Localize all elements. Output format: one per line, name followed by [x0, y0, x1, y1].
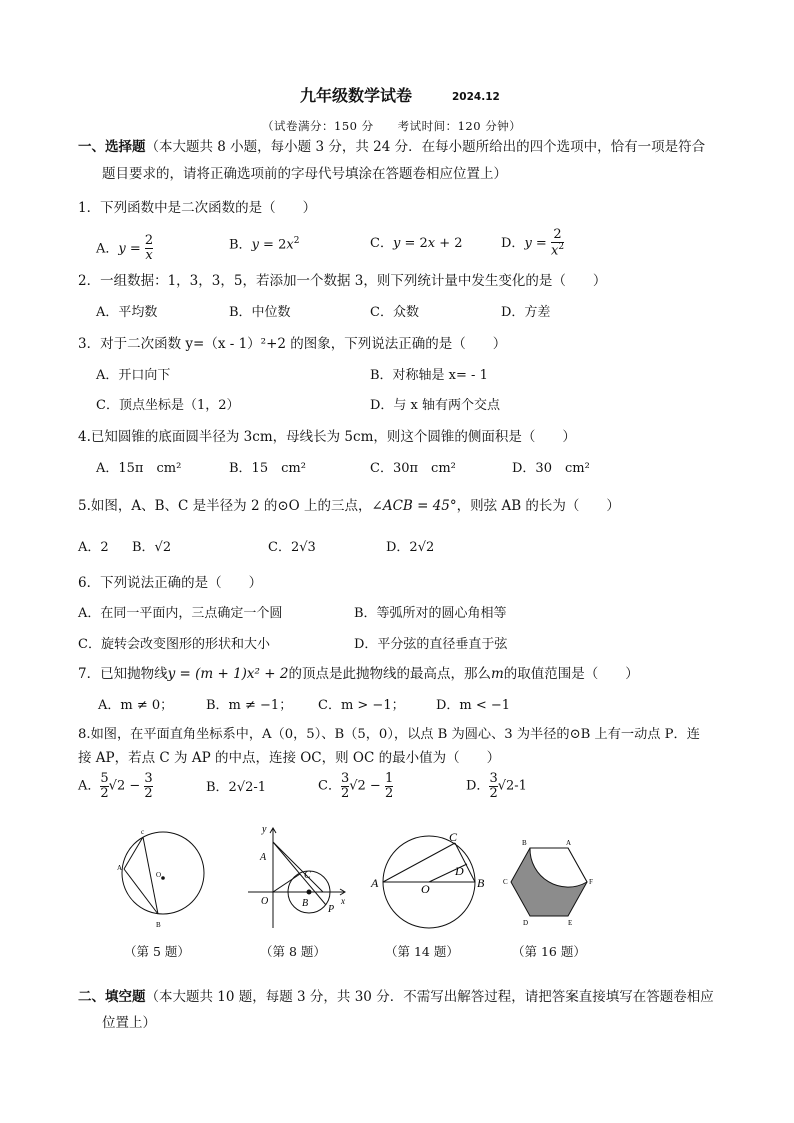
q6-option-b: B．等弧所对的圆心角相等	[354, 606, 507, 621]
fig8-label-b: B	[302, 898, 309, 909]
q7-option-d: D．m < −1	[436, 698, 511, 713]
q6-stem: 6．下列说法正确的是（ ）	[78, 575, 263, 591]
fig16-label-a: A	[566, 839, 572, 847]
q6-option-c: C．旋转会改变图形的形状和大小	[78, 637, 270, 652]
fig8-label-y: y	[262, 824, 267, 835]
q5-angle-expression: ∠ACB = 45°	[371, 498, 457, 514]
q3-option-a: A．开口向下	[96, 368, 171, 383]
q8-option-b: B．2√2-1	[206, 780, 267, 795]
q1-option-b: B．$y = 2x^2$	[229, 236, 300, 253]
q7-option-a: A．m ≠ 0；	[98, 698, 174, 713]
q8-option-a: A． $\frac{5}{2}$ √2 − $\frac{3}{2}$	[78, 771, 153, 801]
q4-option-d: D．30 cm²	[512, 461, 590, 476]
fig8-label-a: A	[260, 852, 267, 863]
q8-stem-line2: 接 AP，若点 C 为 AP 的中点，连接 OC，则 OC 的最小值为（ ）	[78, 750, 501, 766]
fig16-label-c: C	[503, 878, 508, 886]
fig8-label-o: O	[261, 896, 269, 907]
fig14-label-b: B	[477, 876, 485, 890]
q2-stem: 2．一组数据：1，3，3，5，若添加一个数据 3，则下列统计量中发生变化的是（ ）	[78, 273, 607, 289]
section1-line1	[78, 139, 705, 155]
q5-option-d: D．2√2	[386, 540, 435, 555]
fig14-label-d: D	[455, 864, 464, 878]
q8-option-c: C． $\frac{3}{2}$ √2 − $\frac{1}{2}$	[318, 771, 394, 801]
q5-option-b: B．√2	[132, 540, 172, 555]
caption-fig14: （第 14 题）	[385, 944, 459, 959]
fig16-label-f: F	[589, 878, 593, 886]
fig14-label-c: C	[449, 830, 458, 844]
fig8-label-c: C	[304, 870, 311, 881]
fig14-label-o: O	[421, 882, 430, 896]
fig5-label-b: B	[156, 921, 161, 929]
figure-q16	[511, 848, 587, 916]
fig8-label-p: P	[328, 904, 335, 915]
q6-option-a: A．在同一平面内，三点确定一个圆	[78, 606, 283, 621]
q8-option-d: D． $\frac{3}{2}$ √2-1	[466, 771, 527, 801]
q2-option-a: A．平均数	[96, 305, 158, 320]
exam-title: 九年级数学试卷	[300, 86, 413, 105]
q5-stem: 5.如图，A、B、C 是半径为 2 的⊙O 上的三点，∠ACB = 45°，则弦 AB 的长为（ ）	[78, 498, 620, 514]
q7-parabola-expression: y = (m + 1)x² + 2	[167, 666, 289, 682]
q1-stem: 1．下列函数中是二次函数的是（ ）	[78, 200, 317, 216]
figures-row	[0, 820, 794, 940]
q4-stem: 4.已知圆锥的底面圆半径为 3cm，母线长为 5cm，则这个圆锥的侧面积是（ ）	[78, 429, 576, 445]
section1-heading: 一、选择题	[78, 139, 146, 155]
caption-fig8: （第 8 题）	[260, 944, 326, 959]
q4-option-c: C．30π cm²	[370, 461, 456, 476]
fig8-label-x: x	[341, 896, 345, 906]
q7-option-c: C．m > −1；	[318, 698, 405, 713]
fig16-label-e: E	[568, 919, 573, 927]
section1-text-line1: （本大题共 8 小题，每小题 3 分，共 24 分．在每小题所给出的四个选项中，恰有一项是符合	[145, 139, 706, 155]
q3-option-b: B．对称轴是 x= - 1	[370, 368, 488, 383]
caption-fig16: （第 16 题）	[512, 944, 586, 959]
q1-option-d: D．y = $\frac{2}{x^2}$	[501, 227, 565, 259]
fig14-label-a: A	[371, 876, 379, 890]
fig5-label-c: c	[141, 828, 145, 836]
fig16-label-b: B	[522, 839, 527, 847]
q5-option-a: A．2	[78, 540, 109, 555]
exam-date: 2024.12	[452, 91, 500, 103]
figure-q5	[122, 832, 204, 914]
section2-line1	[78, 989, 714, 1005]
q3-stem: 3．对于二次函数 y=（x - 1）²+2 的图象，下列说法正确的是（ ）	[78, 336, 507, 352]
fig5-label-a: A	[117, 864, 123, 872]
section2-text-line1: （本大题共 10 题，每题 3 分，共 30 分．不需写出解答过程，请把答案直接填写在答题卷相应	[145, 989, 714, 1005]
q7-option-b: B．m ≠ −1；	[206, 698, 293, 713]
section2-heading: 二、填空题	[78, 989, 146, 1005]
q4-option-b: B．15 cm²	[229, 461, 306, 476]
q2-option-b: B．中位数	[229, 305, 291, 320]
q4-option-a: A．15π cm²	[96, 461, 182, 476]
exam-subtitle: （试卷满分：150 分 考试时间：120 分钟）	[262, 119, 522, 133]
q2-option-d: D．方差	[501, 305, 551, 320]
q3-option-c: C．顶点坐标是（1，2）	[96, 398, 240, 413]
fig5-label-o: O	[156, 871, 162, 879]
q1-option-c: C．y = 2x + 2	[370, 236, 463, 251]
q5-option-c: C．2√3	[268, 540, 316, 555]
q8-stem-line1: 8.如图，在平面直角坐标系中，A（0，5）、B（5，0），以点 B 为圆心、3 为半径的⊙B 上有一动点 P．连	[78, 727, 700, 742]
q2-option-c: C．众数	[370, 305, 419, 320]
q7-stem: 7．已知抛物线y = (m + 1)x² + 2的顶点是此抛物线的最高点，那么m的取值范围是（ ）	[78, 666, 639, 682]
q3-option-d: D．与 x 轴有两个交点	[370, 398, 501, 413]
caption-fig5: （第 5 题）	[124, 944, 190, 959]
section2-text-line2: 位置上）	[102, 1015, 156, 1031]
q6-option-d: D．平分弦的直径垂直于弦	[354, 637, 508, 652]
section1-text-line2: 题目要求的，请将正确选项前的字母代号填涂在答题卷相应位置上）	[102, 166, 507, 182]
fig16-label-d: D	[523, 919, 529, 927]
q1-option-a: A．y = $\frac{2}{x}$	[96, 233, 154, 264]
